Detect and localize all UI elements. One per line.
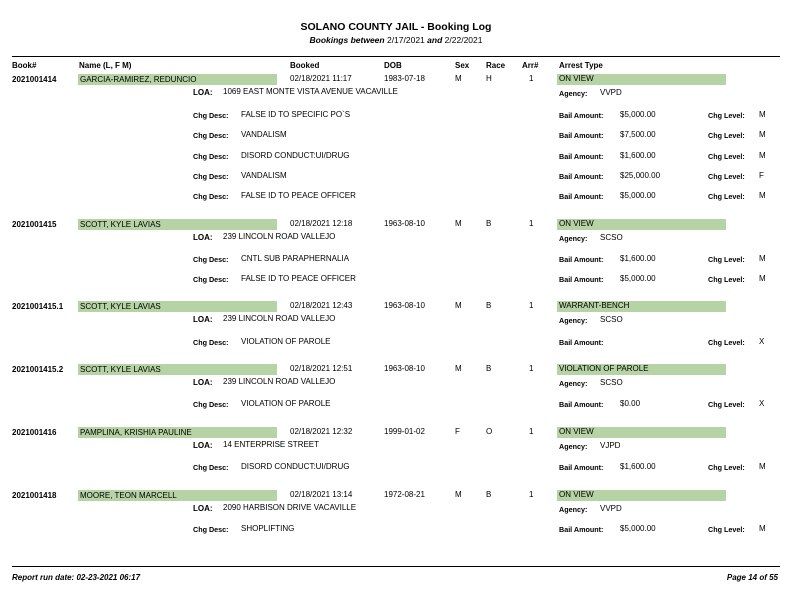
arrest-type: ON VIEW: [559, 427, 594, 436]
agency-label: Agency:: [559, 234, 588, 243]
loa-value: 239 LINCOLN ROAD VALLEJO: [223, 377, 336, 386]
booked-datetime: 02/18/2021 11:17: [290, 74, 352, 83]
dob: 1972-08-21: [384, 490, 425, 499]
chg-level: M: [759, 110, 766, 119]
arrest-number: 1: [529, 490, 534, 499]
arrest-type: VIOLATION OF PAROLE: [559, 364, 649, 373]
bail-amount: $1,600.00: [620, 254, 656, 263]
loa-value: 2090 HARBISON DRIVE VACAVILLE: [223, 503, 357, 512]
inmate-name: SCOTT, KYLE LAVIAS: [80, 302, 161, 311]
chg-desc-label: Chg Desc:: [193, 152, 229, 161]
arrest-type: ON VIEW: [559, 74, 594, 83]
loa-label: LOA:: [193, 233, 213, 242]
loa-label: LOA:: [193, 441, 213, 450]
chg-level: M: [759, 524, 766, 533]
chg-desc: VIOLATION OF PAROLE: [241, 399, 331, 408]
agency-value: VJPD: [600, 441, 621, 450]
chg-level-label: Chg Level:: [708, 400, 745, 409]
inmate-name: SCOTT, KYLE LAVIAS: [80, 220, 161, 229]
agency-label: Agency:: [559, 442, 588, 451]
booked-datetime: 02/18/2021 12:43: [290, 301, 353, 310]
chg-desc-label: Chg Desc:: [193, 463, 229, 472]
report-title: SOLANO COUNTY JAIL - Booking Log: [300, 21, 492, 33]
chg-level-label: Chg Level:: [708, 152, 745, 161]
race: B: [486, 219, 492, 228]
chg-level: M: [759, 462, 766, 471]
bail-amount-label: Bail Amount:: [559, 152, 604, 161]
inmate-name: MOORE, TEON MARCELL: [80, 491, 177, 500]
col-dob: DOB: [384, 61, 402, 70]
loa-value: 14 ENTERPRISE STREET: [223, 440, 320, 449]
bail-amount-label: Bail Amount:: [559, 338, 604, 347]
chg-desc: SHOPLIFTING: [241, 524, 295, 533]
page-number: Page 14 of 55: [726, 573, 778, 582]
loa-value: 239 LINCOLN ROAD VALLEJO: [223, 314, 336, 323]
dob: 1963-08-10: [384, 219, 425, 228]
bail-amount-label: Bail Amount:: [559, 172, 604, 181]
booking-number: 2021001414: [12, 75, 57, 84]
col-booked: Booked: [290, 61, 320, 70]
chg-desc-label: Chg Desc:: [193, 192, 229, 201]
col-sex: Sex: [455, 61, 470, 70]
bail-amount-label: Bail Amount:: [559, 275, 604, 284]
chg-level-label: Chg Level:: [708, 255, 745, 264]
bail-amount-label: Bail Amount:: [559, 525, 604, 534]
agency-value: SCSO: [600, 315, 623, 324]
arrest-number: 1: [529, 219, 534, 228]
col-book: Book#: [12, 61, 37, 70]
bail-amount-label: Bail Amount:: [559, 463, 604, 472]
chg-desc-label: Chg Desc:: [193, 255, 229, 264]
bail-amount: $25,000.00: [620, 171, 661, 180]
bail-amount-label: Bail Amount:: [559, 111, 604, 120]
dob: 1983-07-18: [384, 74, 425, 83]
chg-desc: CNTL SUB PARAPHERNALIA: [241, 254, 350, 263]
chg-desc-label: Chg Desc:: [193, 275, 229, 284]
agency-value: SCSO: [600, 233, 623, 242]
arrest-number: 1: [529, 364, 534, 373]
chg-level: M: [759, 191, 766, 200]
subtitle-prefix: Bookings between: [309, 35, 385, 45]
bail-amount: $5,000.00: [620, 191, 656, 200]
sex: M: [455, 74, 462, 83]
chg-level: M: [759, 254, 766, 263]
bail-amount: $5,000.00: [620, 524, 656, 533]
chg-desc: FALSE ID TO SPECIFIC PO`S: [241, 110, 351, 119]
bail-amount: $1,600.00: [620, 462, 656, 471]
inmate-name: PAMPLINA, KRISHIA PAULINE: [80, 428, 192, 437]
bail-amount: $0.00: [620, 399, 641, 408]
sex: M: [455, 301, 462, 310]
inmate-name: SCOTT, KYLE LAVIAS: [80, 365, 161, 374]
bail-amount-label: Bail Amount:: [559, 400, 604, 409]
sex: M: [455, 490, 462, 499]
bail-amount-label: Bail Amount:: [559, 131, 604, 140]
chg-level-label: Chg Level:: [708, 338, 745, 347]
chg-desc: VANDALISM: [241, 171, 287, 180]
loa-label: LOA:: [193, 378, 213, 387]
subtitle-and: and: [427, 35, 443, 45]
arrest-type: ON VIEW: [559, 490, 594, 499]
agency-value: VVPD: [600, 88, 622, 97]
bail-amount-label: Bail Amount:: [559, 255, 604, 264]
sex: F: [455, 427, 460, 436]
booked-datetime: 02/18/2021 13:14: [290, 490, 353, 499]
race: B: [486, 364, 492, 373]
race: B: [486, 490, 492, 499]
chg-level-label: Chg Level:: [708, 275, 745, 284]
booking-number: 2021001418: [12, 491, 57, 500]
booking-number: 2021001415: [12, 220, 57, 229]
bail-amount: $7,500.00: [620, 130, 656, 139]
arrest-number: 1: [529, 427, 534, 436]
loa-value: 1069 EAST MONTE VISTA AVENUE VACAVILLE: [223, 87, 398, 96]
chg-level-label: Chg Level:: [708, 111, 745, 120]
race: B: [486, 301, 492, 310]
chg-desc: FALSE ID TO PEACE OFFICER: [241, 274, 356, 283]
bail-amount-label: Bail Amount:: [559, 192, 604, 201]
booking-number: 2021001416: [12, 428, 57, 437]
arrest-type: ON VIEW: [559, 219, 594, 228]
chg-desc-label: Chg Desc:: [193, 131, 229, 140]
agency-value: SCSO: [600, 378, 623, 387]
col-arrest-type: Arrest Type: [559, 61, 603, 70]
booking-number: 2021001415.1: [12, 302, 64, 311]
dob: 1963-08-10: [384, 301, 425, 310]
report-subtitle: [0, 35, 792, 45]
arrest-type: WARRANT-BENCH: [559, 301, 630, 310]
chg-desc: VANDALISM: [241, 130, 287, 139]
chg-desc-label: Chg Desc:: [193, 400, 229, 409]
booked-datetime: 02/18/2021 12:51: [290, 364, 353, 373]
agency-value: VVPD: [600, 504, 622, 513]
chg-level-label: Chg Level:: [708, 172, 745, 181]
chg-level: M: [759, 130, 766, 139]
chg-desc-label: Chg Desc:: [193, 525, 229, 534]
booked-datetime: 02/18/2021 12:18: [290, 219, 353, 228]
chg-desc: FALSE ID TO PEACE OFFICER: [241, 191, 356, 200]
loa-label: LOA:: [193, 88, 213, 97]
chg-level: F: [759, 171, 764, 180]
chg-desc-label: Chg Desc:: [193, 172, 229, 181]
inmate-name: GARCIA-RAMIREZ, REDUNCIO: [80, 75, 197, 84]
chg-level-label: Chg Level:: [708, 463, 745, 472]
chg-level: M: [759, 274, 766, 283]
start-date: 2/17/2021: [386, 35, 425, 45]
agency-label: Agency:: [559, 505, 588, 514]
chg-level-label: Chg Level:: [708, 192, 745, 201]
chg-desc: DISORD CONDUCT:UI/DRUG: [241, 151, 350, 160]
chg-desc: DISORD CONDUCT:UI/DRUG: [241, 462, 350, 471]
chg-level-label: Chg Level:: [708, 131, 745, 140]
end-date: 2/22/2021: [444, 35, 483, 45]
dob: 1963-08-10: [384, 364, 425, 373]
agency-label: Agency:: [559, 316, 588, 325]
loa-value: 239 LINCOLN ROAD VALLEJO: [223, 232, 336, 241]
race: O: [486, 427, 493, 436]
booking-number: 2021001415.2: [12, 365, 64, 374]
col-race: Race: [486, 61, 506, 70]
race: H: [486, 74, 492, 83]
bail-amount: $5,000.00: [620, 110, 656, 119]
booked-datetime: 02/18/2021 12:32: [290, 427, 353, 436]
dob: 1999-01-02: [384, 427, 425, 436]
chg-desc: VIOLATION OF PAROLE: [241, 337, 331, 346]
sex: M: [455, 364, 462, 373]
loa-label: LOA:: [193, 504, 213, 513]
chg-level: M: [759, 151, 766, 160]
report-run-date: Report run date: 02-23-2021 06:17: [12, 573, 141, 582]
agency-label: Agency:: [559, 379, 588, 388]
bail-amount: $5,000.00: [620, 274, 656, 283]
arrest-number: 1: [529, 74, 534, 83]
header-top-rule: [12, 56, 780, 57]
col-arr: Arr#: [522, 61, 539, 70]
col-name: Name (L, F M): [79, 61, 132, 70]
sex: M: [455, 219, 462, 228]
bail-amount: $1,600.00: [620, 151, 656, 160]
chg-desc-label: Chg Desc:: [193, 338, 229, 347]
footer-rule: [12, 566, 780, 567]
chg-desc-label: Chg Desc:: [193, 111, 229, 120]
loa-label: LOA:: [193, 315, 213, 324]
arrest-number: 1: [529, 301, 534, 310]
agency-label: Agency:: [559, 89, 588, 98]
chg-level: X: [759, 337, 765, 346]
chg-level-label: Chg Level:: [708, 525, 745, 534]
chg-level: X: [759, 399, 765, 408]
